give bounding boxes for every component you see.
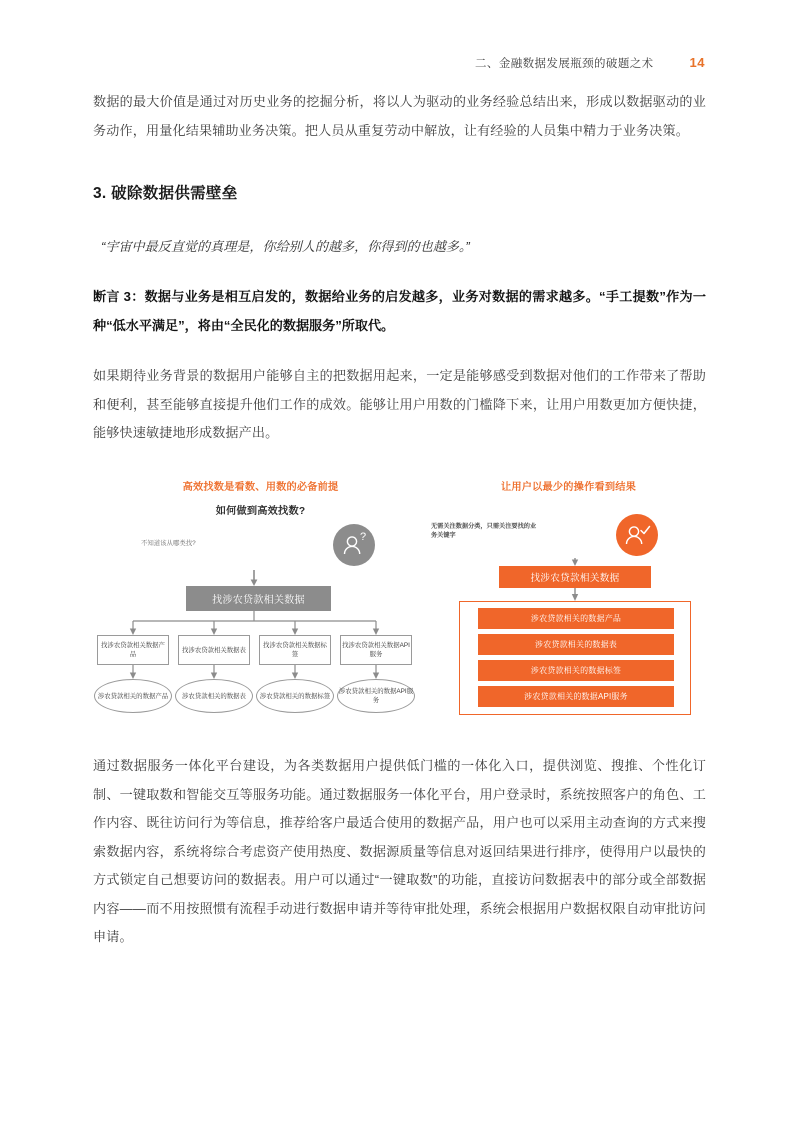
figure-left-main-box: 找涉农贷款相关数据	[186, 586, 331, 611]
spacer	[93, 145, 706, 181]
figure-data-discovery-comparison	[93, 478, 706, 730]
figure-right-main-box: 找涉农贷款相关数据	[499, 566, 651, 588]
figure-left-result-4: 涉农贷款相关的数据API服务	[337, 679, 415, 713]
figure-right-bar-4: 涉农贷款相关的数据API服务	[478, 686, 674, 707]
page-header	[0, 55, 793, 71]
assertion-statement: 断言 3：数据与业务是相互启发的，数据给业务的启发越多，业务对数据的需求越多。“手工提数”作为一种“低水平满足”，将由“全民化的数据服务”所取代。	[93, 289, 706, 333]
figure-right-bar-2: 涉农贷款相关的数据表	[478, 634, 674, 655]
header-chapter-title: 二、金融数据发展瓶颈的破题之术	[475, 58, 654, 70]
figure-right-note: 无需关注数据分类，只需关注要找的业务关键字	[431, 523, 537, 539]
user-success-icon	[616, 514, 658, 556]
document-body-top	[93, 88, 706, 448]
figure-left-title: 高效找数是看数、用数的必备前提	[182, 482, 339, 493]
spacer	[93, 203, 706, 233]
section-heading: 3. 破除数据供需壁垒	[93, 185, 238, 202]
figure-left-panel	[93, 478, 428, 730]
spacer	[93, 261, 706, 283]
paragraph-1: 数据的最大价值是通过对历史业务的挖掘分析，将以人为驱动的业务经验总结出来，形成以数据驱动的业务动作，用量化结果辅助业务决策。把人员从重复劳动中解放，让有经验的人员集中精力于业务决策。	[93, 94, 706, 138]
figure-right-bar-3: 涉农贷款相关的数据标签	[478, 660, 674, 681]
figure-right-results-panel	[459, 601, 691, 715]
figure-left-box-3: 找涉农贷款相关数据标签	[259, 635, 331, 665]
user-question-icon	[333, 524, 375, 566]
svg-text:?: ?	[360, 531, 367, 543]
spacer	[93, 340, 706, 362]
figure-left-box-4: 找涉农贷款相关数据API服务	[340, 635, 412, 665]
pull-quote: “宇宙中最反直觉的真理是，你给别人的越多，你得到的也越多。”	[101, 239, 470, 254]
page-number: 14	[689, 55, 705, 70]
document-body-bottom	[93, 752, 706, 952]
figure-left-result-3: 涉农贷款相关的数据标签	[256, 679, 334, 713]
figure-left-subtitle: 如何做到高效找数?	[215, 506, 306, 517]
figure-right-bar-1: 涉农贷款相关的数据产品	[478, 608, 674, 629]
figure-left-result-2: 涉农贷款相关的数据表	[175, 679, 253, 713]
figure-left-box-1: 找涉农贷款相关数据产品	[97, 635, 169, 665]
figure-left-box-2: 找涉农贷款相关数据表	[178, 635, 250, 665]
figure-right-panel	[431, 478, 706, 730]
paragraph-2: 如果期待业务背景的数据用户能够自主的把数据用起来，一定是能够感受到数据对他们的工作带来了帮助和便利，甚至能够直接提升他们工作的成效。能够让用户用数的门槛降下来，让用户用数更加方便快捷，能够快速敏捷地形成数据产出。	[93, 368, 706, 440]
paragraph-3: 通过数据服务一体化平台建设，为各类数据用户提供低门槛的一体化入口，提供浏览、搜推、个性化订制、一键取数和智能交互等服务功能。通过数据服务一体化平台，用户登录时，系统按照客户的角色、工作内容、既往访问行为等信息，推荐给客户最适合使用的数据产品，用户也可以采用主动查询的方式来搜索数据内容，系统将综合考虑资产使用热度、数据源质量等信息对返回结果进行排序，使得用户以最快的方式锁定自己想要访问的数据表。用户可以通过“一键取数”的功能，直接访问数据表中的部分或全部数据内容——而不用按照惯有流程手动进行数据申请并等待审批处理，系统会根据用户数据权限自动审批访问申请。	[93, 758, 706, 944]
figure-left-result-1: 涉农贷款相关的数据产品	[94, 679, 172, 713]
figure-left-note: 不知道该从哪类找?	[141, 540, 196, 547]
figure-right-title: 让用户以最少的操作看到结果	[500, 482, 637, 493]
